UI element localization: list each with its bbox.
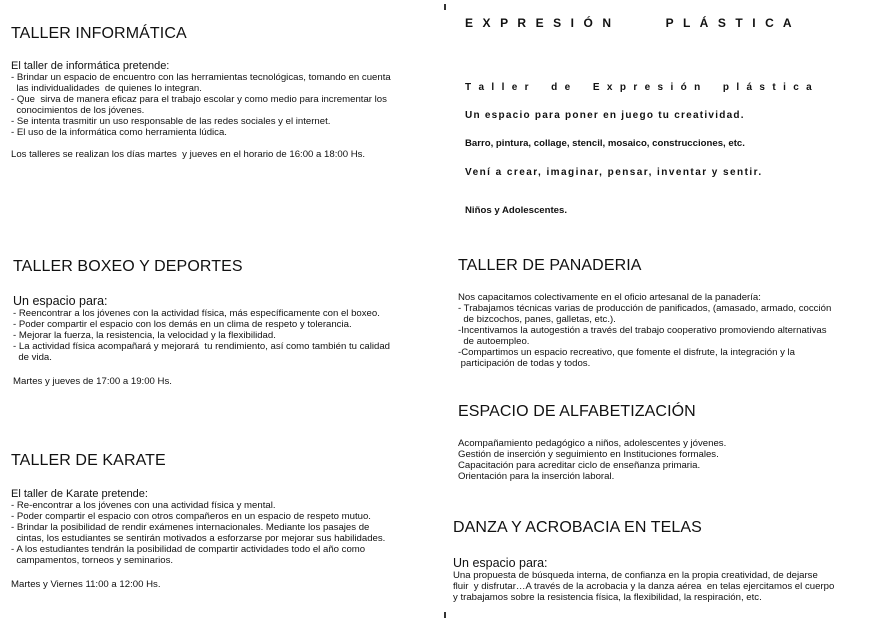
section-informatica [11, 24, 391, 160]
list-item: - El uso de la informática como herramienta lúdica. [11, 127, 227, 138]
section-panaderia [458, 256, 831, 369]
expresion-line3: Vení a crear, imaginar, pensar, inventar y sentir. [465, 167, 763, 178]
alfabetizacion-list [458, 438, 726, 482]
list-item: - Mejorar la fuerza, la resistencia, la velocidad y la flexibilidad. [13, 330, 276, 341]
list-item: - Se intenta trasmitir un uso responsable de las redes sociales y el internet. [11, 116, 331, 127]
section-boxeo [13, 257, 390, 387]
fold-mark-top [444, 4, 446, 10]
list-item: -Incentivamos la autogestión a través del trabajo cooperativo promoviendo alternativas de autoempleo. [458, 325, 827, 347]
list-item: Orientación para la inserción laboral. [458, 471, 615, 482]
fold-mark-bottom [444, 612, 446, 618]
list-item: -Compartimos un espacio recreativo, que fomente el disfrute, la integración y la participación de todas y todos. [458, 347, 796, 369]
list-item: Gestión de inserción y seguimiento en Instituciones formales. [458, 449, 719, 460]
boxeo-schedule: Martes y jueves de 17:00 a 19:00 Hs. [13, 376, 172, 387]
expresion-line2: Barro, pintura, collage, stencil, mosaico, construcciones, etc. [465, 138, 745, 149]
karate-intro: El taller de Karate pretende: [11, 488, 148, 500]
karate-list [11, 500, 385, 566]
informatica-intro: El taller de informática pretende: [11, 60, 170, 72]
section-danza [453, 518, 834, 603]
danza-intro: Un espacio para: [453, 556, 548, 570]
list-item: - Re-encontrar a los jóvenes con una actividad física y mental. [11, 500, 276, 511]
expresion-line1: Un espacio para poner en juego tu creatividad. [465, 110, 745, 121]
list-item: - Poder compartir el espacio con los demás en un clima de respeto y tolerancia. [13, 319, 352, 330]
list-item: - La actividad física acompañará y mejorará tu rendimiento, así como también tu calidad de vida. [13, 341, 391, 363]
list-item: - Reencontrar a los jóvenes con la actividad física, más específicamente con el boxeo. [13, 308, 380, 319]
expresion-header: E X P R E S I Ó N P L Á S T I C A [465, 16, 795, 30]
section-alfabetizacion [458, 402, 726, 482]
karate-schedule: Martes y Viernes 11:00 a 12:00 Hs. [11, 579, 161, 590]
panaderia-title: TALLER DE PANADERIA [458, 257, 642, 274]
list-item: - Brindar un espacio de encuentro con las herramientas tecnológicas, tomando en cuenta las individualidades de quienes lo integran. [11, 72, 391, 94]
informatica-list [11, 72, 391, 138]
boxeo-intro: Un espacio para: [13, 294, 108, 308]
panaderia-intro: Nos capacitamos colectivamente en el oficio artesanal de la panadería: [458, 292, 761, 303]
section-karate [11, 451, 385, 590]
list-item: - Poder compartir el espacio con otros compañeros en un espacio de respeto mutuo. [11, 511, 371, 522]
list-item: - A los estudiantes tendrán la posibilidad de compartir actividades todo el año como campamentos, torneos y seminarios. [11, 544, 366, 566]
list-item: - Trabajamos técnicas varias de producción de panificados, (amasado, armado, cocción de bizcochos, panes, galletas, etc.). [458, 303, 832, 325]
boxeo-title: TALLER BOXEO Y DEPORTES [13, 258, 243, 275]
list-item: - Que sirva de manera eficaz para el trabajo escolar y como medio para incrementar los conocimientos de los jóvenes. [11, 94, 387, 116]
expresion-line4: Niños y Adolescentes. [465, 205, 568, 216]
danza-body: Una propuesta de búsqueda interna, de confianza en la propia creatividad, de dejarse fluir y disfrutar…A través de la acrobacia y la danza aérea en telas ejercitamos el cuerpo y trabajamos sobre la resistencia física, la flexibilidad, la respiración, etc. [453, 570, 835, 603]
karate-title: TALLER DE KARATE [11, 452, 166, 469]
informatica-schedule: Los talleres se realizan los días martes y jueves en el horario de 16:00 a 18:00 Hs. [11, 149, 366, 160]
panaderia-list [458, 303, 831, 369]
section-expresion [465, 17, 814, 217]
list-item: - Brindar la posibilidad de rendir exámenes internacionales. Mediante los pasajes de cintas, los estudiantes se sentirán motivados a esforzarse por mejorar sus habilidades. [11, 522, 386, 544]
list-item: Acompañamiento pedagógico a niños, adolescentes y jóvenes. [458, 438, 727, 449]
informatica-title: TALLER INFORMÁTICA [11, 25, 187, 42]
boxeo-list [13, 308, 390, 363]
expresion-title: T a l l e r d e E x p r e s i ó n p l á s t i c a [465, 82, 815, 93]
alfabetizacion-title: ESPACIO DE ALFABETIZACIÓN [458, 403, 696, 420]
list-item: Capacitación para acreditar ciclo de enseñanza primaria. [458, 460, 701, 471]
danza-title: DANZA Y ACROBACIA EN TELAS [453, 519, 702, 536]
